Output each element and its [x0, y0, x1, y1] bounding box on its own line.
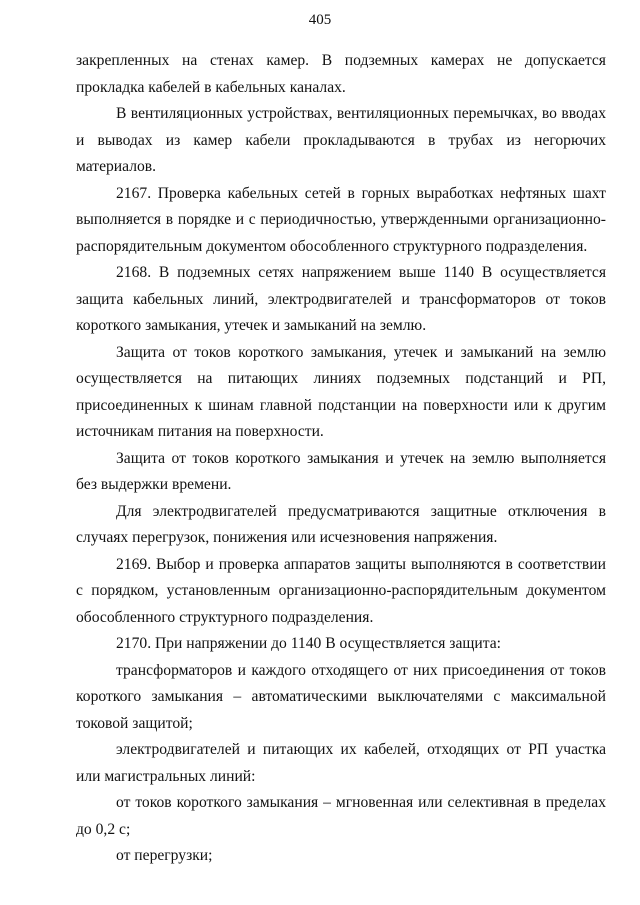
paragraph: 2170. При напряжении до 1140 В осуществляется защита:: [116, 635, 501, 652]
paragraph: от перегрузки;: [116, 847, 213, 864]
paragraph: закрепленных на стенах камер. В подземных камерах не допускается прокладка кабелей в кабельных каналах.: [76, 52, 606, 96]
paragraph: 2168. В подземных сетях напряжением выше 1140 В осуществляется защита кабельных линий, электродвигателей и трансформаторов от токов короткого замыкания, утечек и замыканий на землю.: [76, 264, 606, 334]
paragraph: 2167. Проверка кабельных сетей в горных выработках нефтяных шахт выполняется в порядке и с периодичностью, утвержденными организационно-распорядительным документом обособленного структурного подразделения.: [76, 184, 606, 255]
paragraph: Защита от токов короткого замыкания, утечек и замыканий на землю осуществляется на питающих линиях подземных подстанций и РП, присоединенных к шинам главной подстанции на поверхности или к другим источникам питания на поверхности.: [76, 343, 606, 440]
paragraph: от токов короткого замыкания – мгновенная или селективная в пределах до 0,2 с;: [76, 794, 606, 838]
paragraph: трансформаторов и каждого отходящего от них присоединения от токов короткого замыкания – автоматическими выключателями с максимальной токовой защитой;: [76, 661, 606, 732]
paragraph: Для электродвигателей предусматриваются защитные отключения в случаях перегрузок, понижения или исчезновения напряжения.: [76, 502, 606, 546]
document-body: [76, 48, 606, 870]
page-number: 405: [308, 12, 332, 28]
paragraph: электродвигателей и питающих их кабелей, отходящих от РП участка или магистральных линий:: [76, 741, 606, 785]
paragraph: 2169. Выбор и проверка аппаратов защиты выполняются в соответствии с порядком, установленным организационно-распорядительным документом обособленного структурного подразделения.: [76, 555, 606, 626]
paragraph: Защита от токов короткого замыкания и утечек на землю выполняется без выдержки времени.: [76, 449, 606, 493]
paragraph: В вентиляционных устройствах, вентиляционных перемычках, во вводах и выводах из камер кабели прокладываются в трубах из негорючих материалов.: [76, 105, 606, 175]
